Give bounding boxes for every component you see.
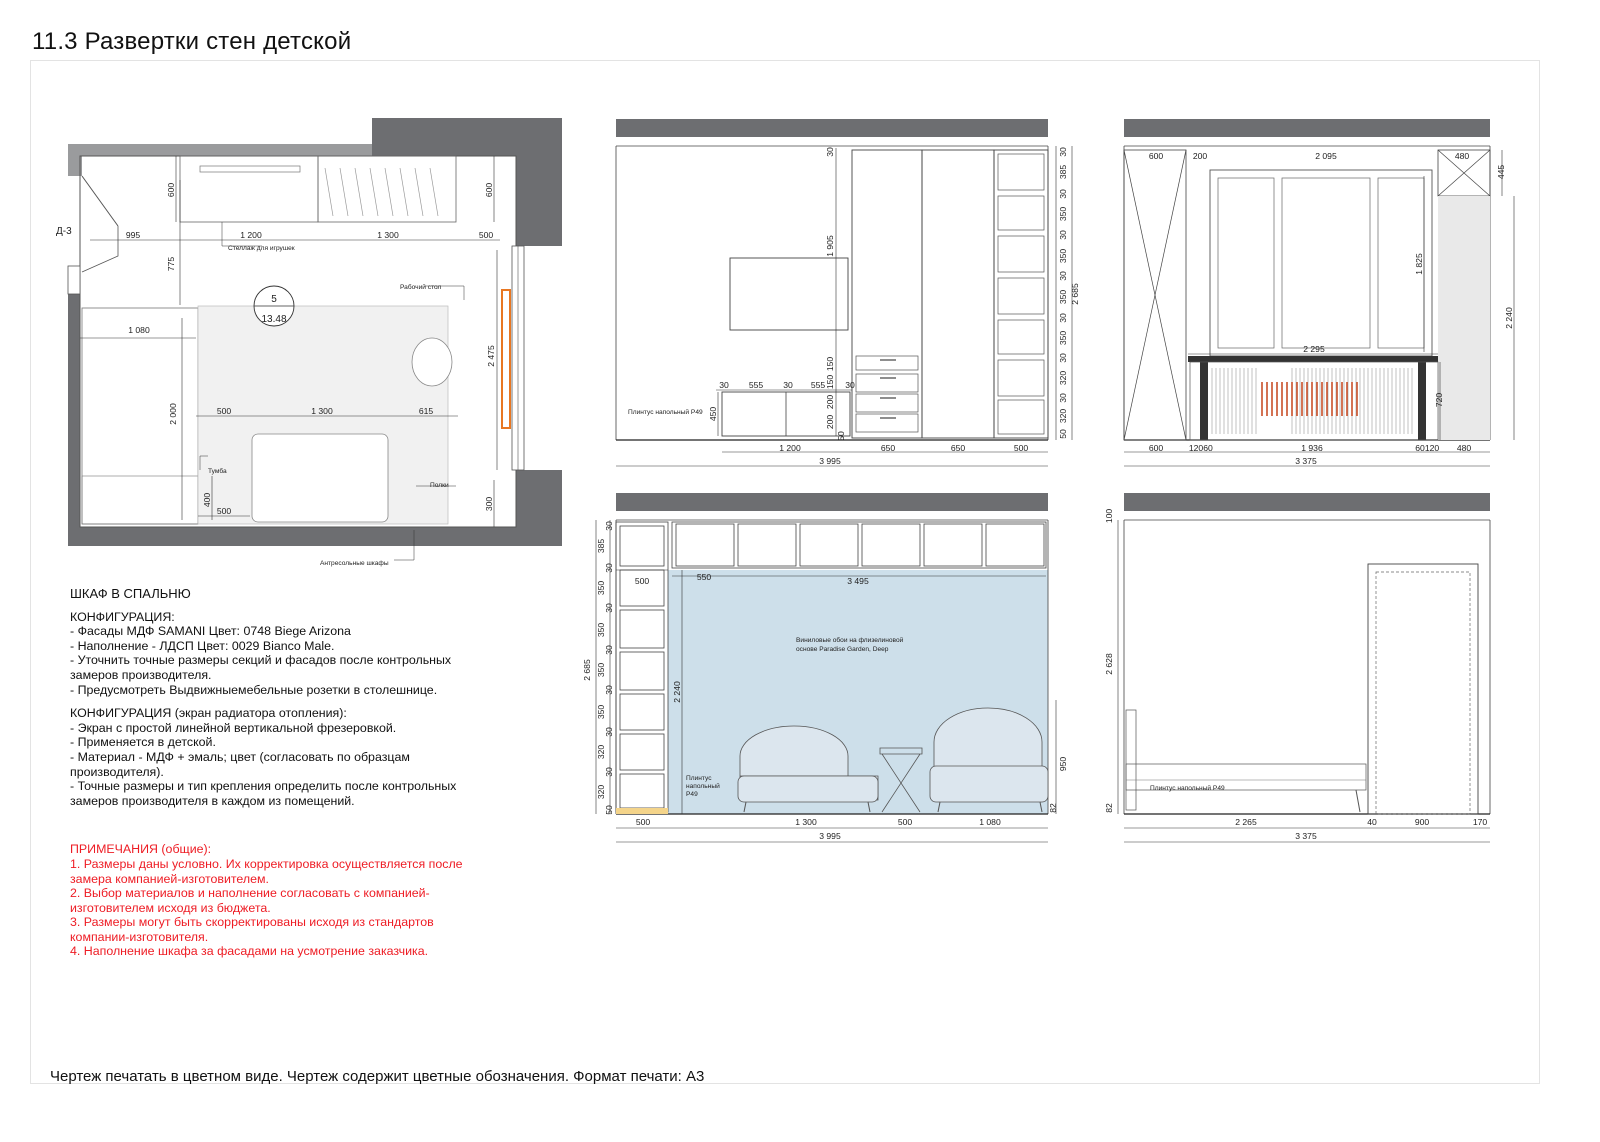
e1-left-5: 200 <box>825 414 835 430</box>
e1-right-8: 30 <box>1058 313 1068 323</box>
label-shelves: Полки <box>430 482 449 489</box>
e1-left-4: 200 <box>825 394 835 410</box>
e1-right-10: 30 <box>1058 353 1068 363</box>
e2-bottom-4: 60 <box>1415 443 1425 453</box>
plan-dim-500: 500 <box>216 506 232 516</box>
remarks-title: ПРИМЕЧАНИЯ (общие): <box>70 842 212 857</box>
e3-left-3: 350 <box>596 580 606 596</box>
plan-dim-top-1: 1 200 <box>240 230 262 240</box>
elevation-window-wall <box>1124 119 1514 466</box>
plan-dim-left-600: 600 <box>166 182 176 198</box>
e3-bottom-1: 1 300 <box>795 817 817 827</box>
e1-right-total: 2 685 <box>1070 283 1080 305</box>
e1-bottom-1: 650 <box>880 443 896 453</box>
e3-h82: 82 <box>1048 803 1058 813</box>
e3-plinth-2: напольный <box>686 783 720 790</box>
plan-dim-top-0: 995 <box>125 230 141 240</box>
e3-w3495: 3 495 <box>847 576 869 586</box>
config2-block <box>70 706 490 808</box>
e4-bottom-2: 900 <box>1414 817 1430 827</box>
e4-h100: 100 <box>1104 508 1114 524</box>
e1-right-12: 30 <box>1058 393 1068 403</box>
e1-right-6: 30 <box>1058 271 1068 281</box>
label-nightstand: Тумба <box>208 468 227 475</box>
e3-h2240: 2 240 <box>672 681 682 703</box>
e1-right-11: 320 <box>1058 370 1068 386</box>
notes-panel <box>70 587 490 968</box>
e1-bottom-2: 650 <box>950 443 966 453</box>
elevation-wallpaper-wall <box>582 493 1068 842</box>
room-number: 5 <box>271 294 277 305</box>
e3-left-5: 350 <box>596 622 606 638</box>
label-desk: Рабочий стол <box>400 284 442 291</box>
config1-block <box>70 610 490 698</box>
e3-total-h: 2 685 <box>582 659 592 681</box>
e1-lower-h: 450 <box>708 406 718 422</box>
plan-dim-300: 300 <box>484 496 494 512</box>
e1-bottom-0: 1 200 <box>779 443 801 453</box>
floor-plan <box>56 118 562 567</box>
e1-right-2: 30 <box>1058 189 1068 199</box>
config1-line: - Фасады МДФ SAMANI Цвет: 0748 Biege Arizona <box>70 624 351 639</box>
remark-line: 4. Наполнение шкафа за фасадами на усмотрение заказчика. <box>70 944 429 959</box>
e4-plinth: Плинтус напольный P49 <box>1150 785 1225 792</box>
e1-right-1: 385 <box>1058 164 1068 180</box>
remarks-block <box>70 842 490 959</box>
config2-line: - Экран с простой линейной вертикальной фрезеровкой. <box>70 720 397 735</box>
e4-bottom-0: 2 265 <box>1235 817 1257 827</box>
e3-bottom-0: 500 <box>635 817 651 827</box>
plan-dim-top-2: 1 300 <box>377 230 399 240</box>
e1-right-3: 350 <box>1058 206 1068 222</box>
e3-w550: 550 <box>696 572 712 582</box>
notes-heading: ШКАФ В СПАЛЬНЮ <box>70 586 191 601</box>
e1-left-6: 50 <box>836 431 846 441</box>
e1-left-0: 30 <box>825 147 835 157</box>
e3-left-8: 30 <box>604 685 614 695</box>
e1-left-3: 150 <box>825 374 835 390</box>
plan-dim-775: 775 <box>166 256 176 272</box>
e3-left-14: 50 <box>604 805 614 815</box>
e2-bottom-1: 120 <box>1188 443 1204 453</box>
config2-line: - Точные размеры и тип крепления определить после контрольных замеров производителя в каждом из помещений. <box>70 779 460 808</box>
e3-plinth-1: Плинтус <box>686 775 712 782</box>
plan-dim-bed-width: 1 080 <box>128 325 150 335</box>
e3-bottom-2: 500 <box>897 817 913 827</box>
e4-h82: 82 <box>1104 803 1114 813</box>
label-mezzanine: Антресольные шкафы <box>320 560 389 567</box>
e2-h2240: 2 240 <box>1504 307 1514 329</box>
config2-line: - Применяется в детской. <box>70 735 216 750</box>
e3-wallpaper-note-1: Виниловые обои на флизелиновой <box>796 637 904 644</box>
e2-h720: 720 <box>1434 392 1444 408</box>
e3-left-12: 30 <box>604 767 614 777</box>
e3-h950: 950 <box>1058 756 1068 772</box>
config1-line: - Наполнение - ЛДСП Цвет: 0029 Bianco Male. <box>70 638 335 653</box>
e2-total: 3 375 <box>1295 456 1317 466</box>
e1-top-2: 30 <box>783 380 793 390</box>
e3-left-1: 385 <box>596 538 606 554</box>
e3-left-0: 30 <box>604 521 614 531</box>
e1-left-2: 150 <box>825 356 835 372</box>
e2-bottom-0: 600 <box>1148 443 1164 453</box>
e1-right-5: 350 <box>1058 248 1068 264</box>
e1-top-4: 30 <box>845 380 855 390</box>
e1-top-3: 555 <box>810 380 826 390</box>
e3-plinth-3: P49 <box>686 791 698 798</box>
elevation-wardrobe-wall <box>616 119 1080 466</box>
page-title: 11.3 Развертки стен детской <box>32 28 352 55</box>
remark-line: 1. Размеры даны условно. Их корректировка осуществляется после замера компанией-изготовителем. <box>70 856 467 886</box>
e1-total: 3 995 <box>819 456 841 466</box>
e2-sill: 2 295 <box>1303 344 1325 354</box>
e3-bottom-3: 1 080 <box>979 817 1001 827</box>
e1-plinth: Плинтус напольный P49 <box>628 409 703 416</box>
plan-dim-mid-2: 615 <box>418 406 434 416</box>
e2-top-1: 200 <box>1192 151 1208 161</box>
e1-right-4: 30 <box>1058 230 1068 240</box>
remark-line: 3. Размеры могут быть скорректированы исходя из стандартов компании-изготовителя. <box>70 915 438 944</box>
config1-line: - Уточнить точные размеры секций и фасадов после контрольных замеров производителя. <box>70 653 455 682</box>
e3-left-9: 350 <box>596 704 606 720</box>
e1-right-7: 350 <box>1058 289 1068 305</box>
e3-left-2: 30 <box>604 563 614 573</box>
e3-w500: 500 <box>634 576 650 586</box>
config1-line: - Предусмотреть Выдвижныемебельные розетки в столешнице. <box>70 682 438 697</box>
remark-line: 2. Выбор материалов и наполнение согласовать с компанией-изготовителем исходя из бюджета. <box>70 886 430 915</box>
e3-left-6: 30 <box>604 645 614 655</box>
room-area: 13.48 <box>261 314 287 325</box>
plan-dim-mid-1: 1 300 <box>311 406 333 416</box>
e2-bottom-6: 480 <box>1456 443 1472 453</box>
e1-top-0: 30 <box>719 380 729 390</box>
e4-bottom-1: 40 <box>1367 817 1377 827</box>
e3-left-11: 320 <box>596 744 606 760</box>
e2-top-3: 480 <box>1454 151 1470 161</box>
e1-right-14: 50 <box>1058 429 1068 439</box>
e1-bottom-3: 500 <box>1013 443 1029 453</box>
radiator-icon <box>1262 382 1357 416</box>
e3-left-10: 30 <box>604 727 614 737</box>
e3-left-7: 350 <box>596 662 606 678</box>
config2-line: - Материал - МДФ + эмаль; цвет (согласовать по образцам производителя). <box>70 749 414 779</box>
e2-top-2: 2 095 <box>1315 151 1337 161</box>
e1-right-9: 350 <box>1058 330 1068 346</box>
door-tag: Д-3 <box>56 226 72 237</box>
e2-h1825: 1 825 <box>1414 253 1424 275</box>
e3-wallpaper-note-2: основе Paradise Garden, Deep <box>796 646 889 653</box>
plan-dim-right-600: 600 <box>484 182 494 198</box>
e2-bottom-5: 120 <box>1424 443 1440 453</box>
e2-h445: 445 <box>1496 164 1506 180</box>
e3-left-4: 30 <box>604 603 614 613</box>
e4-h2628: 2 628 <box>1104 653 1114 675</box>
e1-right-13: 320 <box>1058 408 1068 424</box>
e2-top-0: 600 <box>1148 151 1164 161</box>
print-note: Чертеж печатать в цветном виде. Чертеж содержит цветные обозначения. Формат печати: А3 <box>50 1068 705 1085</box>
e1-top-1: 555 <box>748 380 764 390</box>
e1-right-0: 30 <box>1058 147 1068 157</box>
plan-dim-bed-length: 2 000 <box>168 403 178 425</box>
plan-dim-400: 400 <box>202 492 212 508</box>
plan-dim-top-3: 500 <box>478 230 494 240</box>
label-toy-shelf: Стеллаж для игрушек <box>228 245 295 252</box>
e1-left-1: 1 905 <box>825 235 835 257</box>
e2-bottom-2: 60 <box>1203 443 1213 453</box>
e4-bottom-3: 170 <box>1472 817 1488 827</box>
plan-dim-2475: 2 475 <box>486 345 496 367</box>
plan-dim-mid-0: 500 <box>216 406 232 416</box>
e2-bottom-3: 1 936 <box>1301 443 1323 453</box>
e4-total: 3 375 <box>1295 831 1317 841</box>
e3-total: 3 995 <box>819 831 841 841</box>
elevation-door-wall <box>1104 493 1490 842</box>
e3-left-13: 320 <box>596 784 606 800</box>
config1-title: КОНФИГУРАЦИЯ: <box>70 609 175 624</box>
config2-title: КОНФИГУРАЦИЯ (экран радиатора отопления): <box>70 706 347 721</box>
